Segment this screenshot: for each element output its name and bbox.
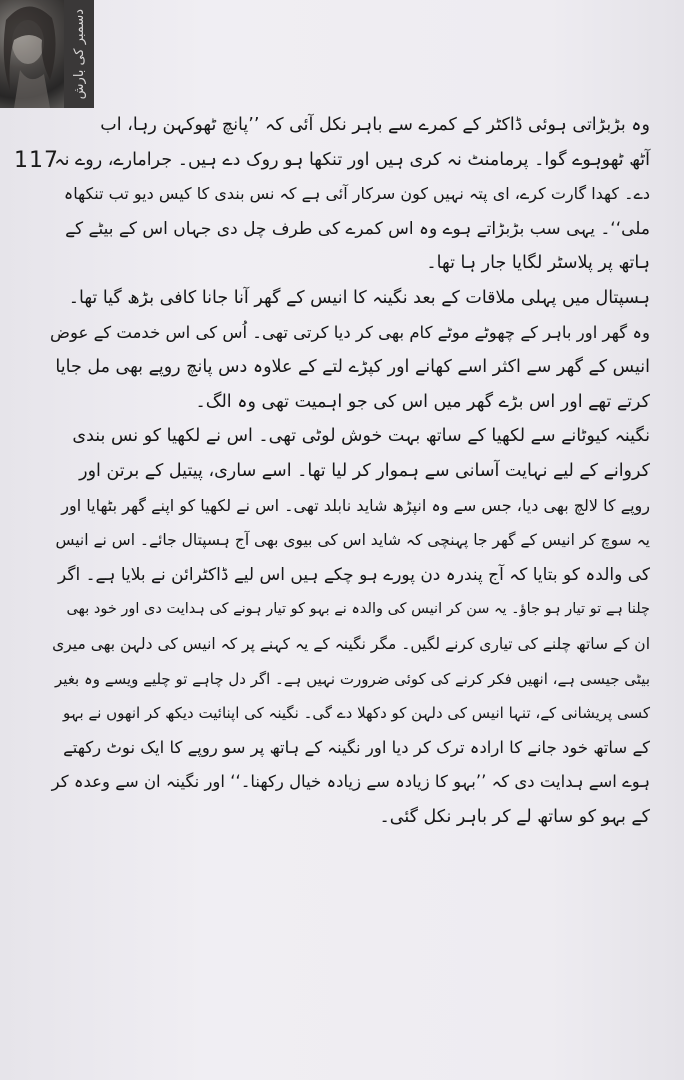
text-line: دے۔ کھدا گارت کرے، ای پتہ نہیں کون سرکار آئی ہے کہ نس بندی کا کیس دیو تب تنکھاہ <box>63 184 650 204</box>
text-line: کرتے تھے اور اس بڑے گھر میں اس کی جو اہمیت تھی وہ الگ۔ <box>195 391 650 412</box>
spine-strip <box>64 0 94 108</box>
text-line: کروانے کے لیے نہایت آسانی سے ہموار کر لیا تھا۔ اسے ساری، پیتیل کے برتن اور <box>79 460 650 481</box>
text-line: کی والدہ کو بتایا کہ آج پندرہ دن پورے ہو چکے ہیں اس لیے ڈاکٹرائن نے بلایا ہے۔ اگر <box>57 564 650 585</box>
text-line: بیٹی جیسی ہے، انھیں فکر کرنے کی کوئی ضرورت نہیں ہے۔ اگر دل چاہے تو چلیے ویسے وہ بغیر <box>55 669 650 688</box>
paragraph-3 <box>50 419 650 834</box>
text-line: ملی‘‘۔ یہی سب بڑبڑاتے ہوے وہ اس کمرے کی طرف چل دی جہاں اس کے بیٹے کے <box>65 218 650 239</box>
text-body <box>50 108 650 834</box>
paragraph-2 <box>50 281 650 419</box>
text-line: یہ سوچ کر انیس کے گھر جا پہنچی کہ شاید اس کی بیوی بھی آج ہسپتال جائے۔ اس نے انیس <box>55 531 650 550</box>
text-line: آٹھ ٹھوہوے گوا۔ پرمامنٹ نہ کری ہیں اور تنکھا ہو روک دے ہیں۔ جرامارے، روے نہ <box>54 149 650 170</box>
text-line: ہسپتال میں پہلی ملاقات کے بعد نگینہ کا انیس کے گھر آنا جانا کافی بڑھ گیا تھا۔ <box>68 287 650 308</box>
text-line: انیس کے گھر سے اکثر اسے کھانے اور کپڑے لتے کے علاوہ دس پانچ روپے بھی مل جایا <box>55 357 650 378</box>
cover-photo-thumbnail <box>0 0 64 108</box>
text-line: ہوے اسے ہدایت دی کہ ’’بہو کا زیادہ سے زیادہ خیال رکھنا۔‘‘ اور نگینہ ان سے وعدہ کر <box>51 772 650 792</box>
text-line: کے بہو کو ساتھ لے کر باہر نکل گئی۔ <box>379 806 650 827</box>
text-line: کے ساتھ خود جانے کا ارادہ ترک کر دیا اور نگینہ کے ہاتھ پر سو روپے کا ایک نوٹ رکھتے <box>63 737 650 757</box>
text-line: ہاتھ پر پلاسٹر لگایا جار ہا تھا۔ <box>426 253 650 274</box>
book-title-spine: دسمبر کی بارش <box>71 8 87 100</box>
paragraph-1 <box>50 108 650 281</box>
text-line: نگینہ کیوٹانے سے لکھیا کے ساتھ بہت خوش لوٹی تھی۔ اس نے لکھیا کو نس بندی <box>72 426 650 447</box>
text-line: وہ گھر اور باہر کے چھوٹے موٹے کام بھی کر دیا کرتی تھی۔ اُس کی اس خدمت کے عوض <box>50 322 650 342</box>
text-line: ان کے ساتھ چلنے کی تیاری کرنے لگیں۔ مگر نگینہ کے یہ کہنے پر کہ انیس کی دلہن بھی میری <box>52 634 650 653</box>
text-line: وہ بڑبڑاتی ہوئی ڈاکٹر کے کمرے سے باہر نکل آئی کہ ’’پانچ ٹھوکہن رہا، اب <box>100 115 650 135</box>
page-number: 117 <box>14 148 59 173</box>
text-line: کسی پریشانی کے، تنہا انیس کی دلہن کو دکھلا دے گی۔ نگینہ کی اپنائیت دیکھ کر انھوں نے بہو <box>62 704 650 723</box>
text-line: روپے کا لالچ بھی دیا، جس سے وہ انپڑھ شاید نابلد تھی۔ اس نے لکھیا کو اپنے گھر بٹھایا اور <box>61 495 650 515</box>
text-line: چلنا ہے تو تیار ہو جاؤ۔ یہ سن کر انیس کی والدہ نے بہو کو تیار ہونے کی ہدایت دی اور خود بھی <box>66 601 650 618</box>
